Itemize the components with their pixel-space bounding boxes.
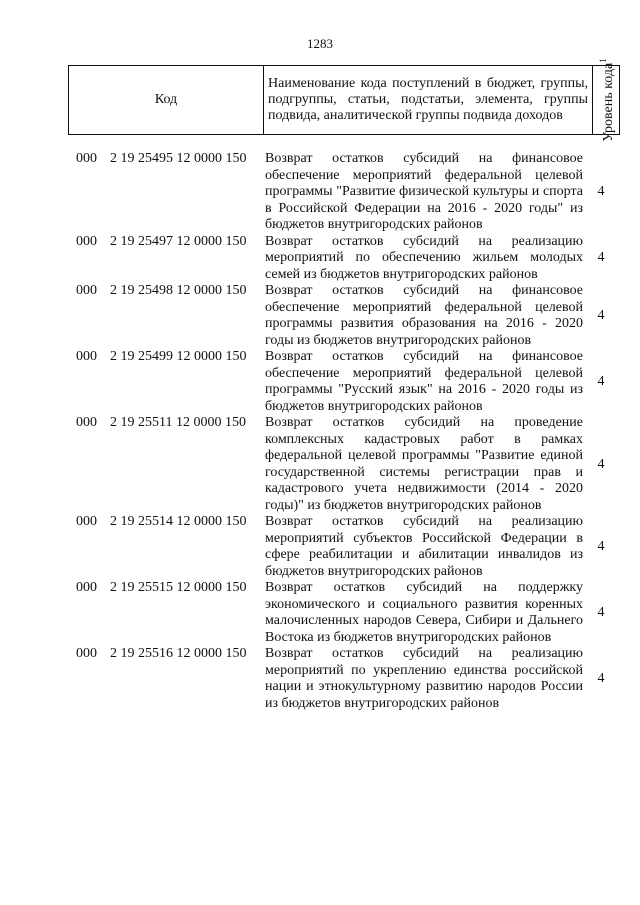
admin-code: 000 — [76, 514, 97, 529]
table-row — [0, 151, 640, 234]
admin-code: 000 — [76, 283, 97, 298]
budget-code: 2 19 25498 12 0000 150 — [110, 283, 247, 298]
admin-code: 000 — [76, 415, 97, 430]
income-name: Возврат остатков субсидий на поддержку экономического и социального развития коренных малочисленных народов Севера, Сибири и Дальнего Востока из бюджетов внутригородских районов — [265, 580, 583, 645]
table-row — [0, 514, 640, 580]
budget-code: 2 19 25497 12 0000 150 — [110, 233, 247, 249]
budget-code: 2 19 25495 12 0000 150 — [110, 151, 247, 166]
budget-code: 2 19 25515 12 0000 150 — [110, 580, 247, 595]
code-level: 4 — [597, 250, 605, 266]
code-level: 4 — [597, 671, 605, 686]
budget-code: 2 19 25511 12 0000 150 — [110, 415, 246, 430]
table-body — [0, 151, 640, 712]
budget-code: 2 19 25499 12 0000 150 — [110, 349, 247, 364]
header-level-text: Уровень кода$^1$ — [598, 58, 616, 142]
income-name: Возврат остатков субсидий на финансовое обеспечение мероприятий федеральной целевой программы "Развитие физической культуры и спорта в Российской Федерации на 2016 - 2020 годы" из бюджетов внутригородских районов — [265, 151, 583, 232]
table-row — [0, 234, 640, 284]
code-level: 4 — [597, 539, 605, 554]
header-level — [593, 58, 620, 142]
admin-code: 000 — [76, 151, 97, 166]
admin-code: 000 — [76, 233, 97, 249]
code-level: 4 — [597, 605, 605, 620]
table-row — [0, 349, 640, 415]
table-row — [0, 283, 640, 349]
admin-code: 000 — [76, 580, 97, 595]
header-code: Код — [69, 66, 264, 135]
code-level: 4 — [597, 374, 605, 389]
table-header — [68, 58, 620, 142]
header-name: Наименование кода поступлений в бюджет, группы, подгруппы, статьи, подстатьи, элемента, группы подвида, аналитической группы подвида доходов — [264, 66, 593, 135]
code-level: 4 — [597, 184, 605, 200]
income-name: Возврат остатков субсидий на финансовое обеспечение мероприятий федеральной целевой программы "Русский язык" на 2016 - 2020 годы из бюджетов внутригородских районов — [265, 349, 583, 414]
admin-code: 000 — [76, 646, 97, 661]
page-number: 1283 — [307, 36, 333, 51]
table-row — [0, 580, 640, 646]
table-row — [0, 646, 640, 712]
income-name: Возврат остатков субсидий на реализацию мероприятий по обеспечению жильем молодых семей из бюджетов внутригородских районов — [265, 233, 583, 282]
budget-code: 2 19 25516 12 0000 150 — [110, 646, 247, 661]
income-name: Возврат остатков субсидий на финансовое обеспечение мероприятий федеральной целевой программы развития образования на 2016 - 2020 годы из бюджетов внутригородских районов — [265, 283, 583, 348]
code-level: 4 — [597, 456, 605, 472]
income-name: Возврат остатков субсидий на проведение комплексных кадастровых работ в рамках федеральной целевой программы "Развитие единой государственной системы регистрации прав и кадастрового учета недвижимости (2014 - 2020 годы)" из бюджетов внутригородских районов — [265, 415, 583, 513]
income-name: Возврат остатков субсидий на реализацию мероприятий субъектов Российской Федерации в сфере реабилитации и абилитации инвалидов из бюджетов внутригородских районов — [265, 514, 583, 579]
income-name: Возврат остатков субсидий на реализацию мероприятий по укреплению единства российской нации и этнокультурному развитию народов России из бюджетов внутригородских районов — [265, 646, 583, 711]
budget-code: 2 19 25514 12 0000 150 — [110, 514, 247, 529]
table-row — [0, 415, 640, 514]
admin-code: 000 — [76, 349, 97, 364]
code-level: 4 — [597, 308, 605, 323]
